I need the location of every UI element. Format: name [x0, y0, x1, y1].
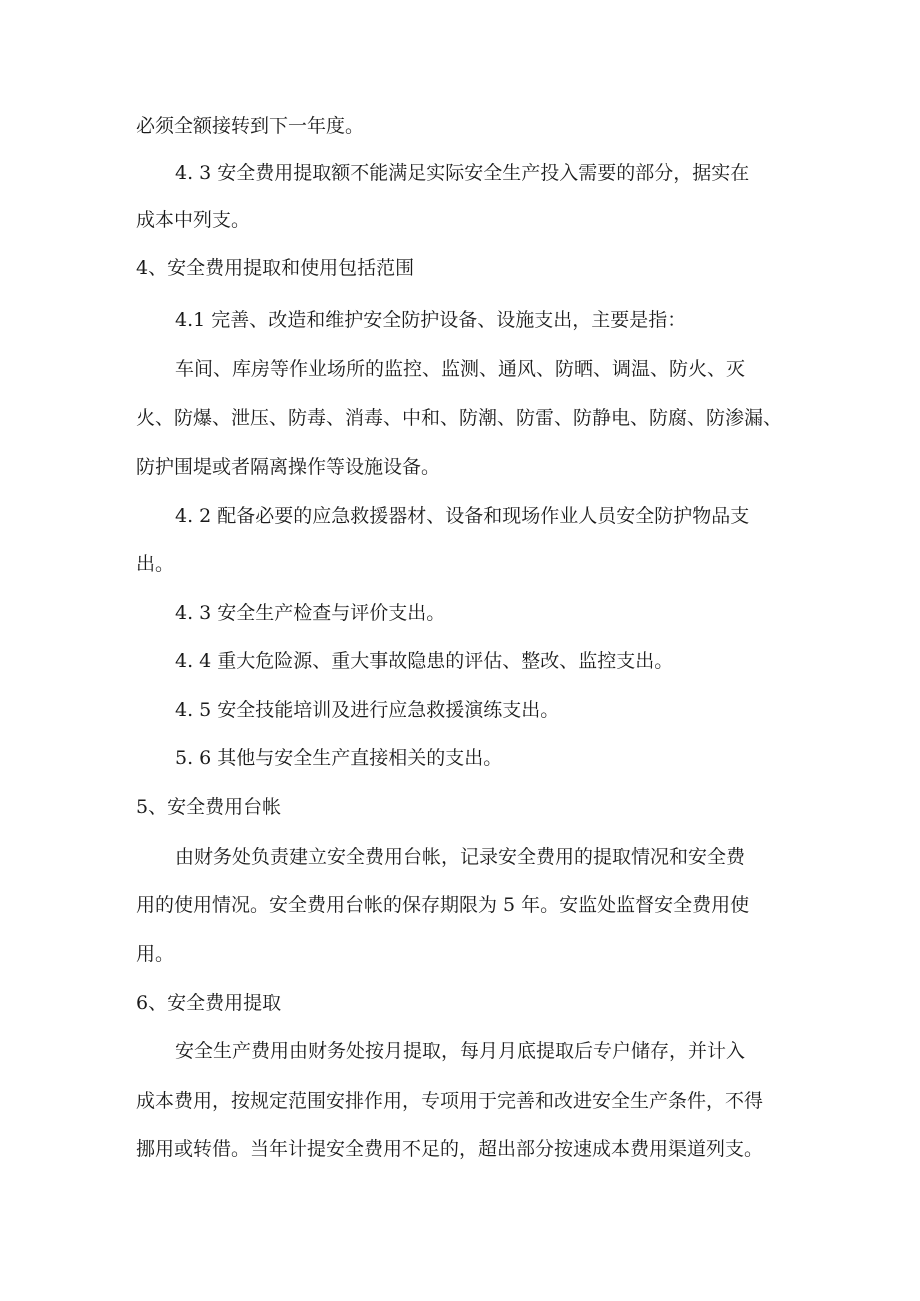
text-line: 安全生产费用由财务处按月提取，每月月底提取后专户储存，并计入 — [175, 1040, 746, 1062]
text-line: 用。 — [136, 943, 175, 965]
text-line: 出。 — [136, 553, 175, 575]
text-line: 4. 4 重大危险源、重大事故隐患的评估、整改、监控支出。 — [175, 650, 674, 672]
text-line: 挪用或转借。当年计提安全费用不足的，超出部分按速成本费用渠道列支。 — [136, 1138, 764, 1160]
text-line: 4. 2 配备必要的应急救援器材、设备和现场作业人员安全防护物品支 — [175, 505, 750, 527]
text-line: 5. 6 其他与安全生产直接相关的支出。 — [175, 747, 503, 769]
text-line: 火、防爆、泄压、防毒、消毒、中和、防潮、防雷、防静电、防腐、防渗漏、 — [136, 407, 783, 429]
text-line: 防护围堤或者隔离操作等设施设备。 — [136, 456, 441, 478]
text-line: 4. 5 安全技能培训及进行应急救援演练支出。 — [175, 699, 560, 721]
text-line: 4. 3 安全生产检查与评价支出。 — [175, 602, 446, 624]
text-line: 4. 3 安全费用提取额不能满足实际安全生产投入需要的部分，据实在 — [175, 162, 750, 184]
text-line: 由财务处负责建立安全费用台帐，记录安全费用的提取情况和安全费 — [175, 846, 746, 868]
text-line: 4.1 完善、改造和维护安全防护设备、设施支出，主要是指： — [175, 309, 687, 331]
text-line: 车间、库房等作业场所的监控、监测、通风、防晒、调温、防火、灭 — [175, 358, 746, 380]
section-heading: 4、安全费用提取和使用包括范围 — [136, 257, 415, 279]
section-heading: 5、安全费用台帐 — [136, 796, 282, 818]
text-line: 成本费用，按规定范围安排作用，专项用于完善和改进安全生产条件，不得 — [136, 1090, 764, 1112]
text-line: 用的使用情况。安全费用台帐的保存期限为 5 年。安监处监督安全费用使 — [136, 894, 750, 916]
text-line: 成本中列支。 — [136, 209, 251, 231]
section-heading: 6、安全费用提取 — [136, 992, 282, 1014]
text-line: 必须全额接转到下一年度。 — [136, 115, 365, 137]
